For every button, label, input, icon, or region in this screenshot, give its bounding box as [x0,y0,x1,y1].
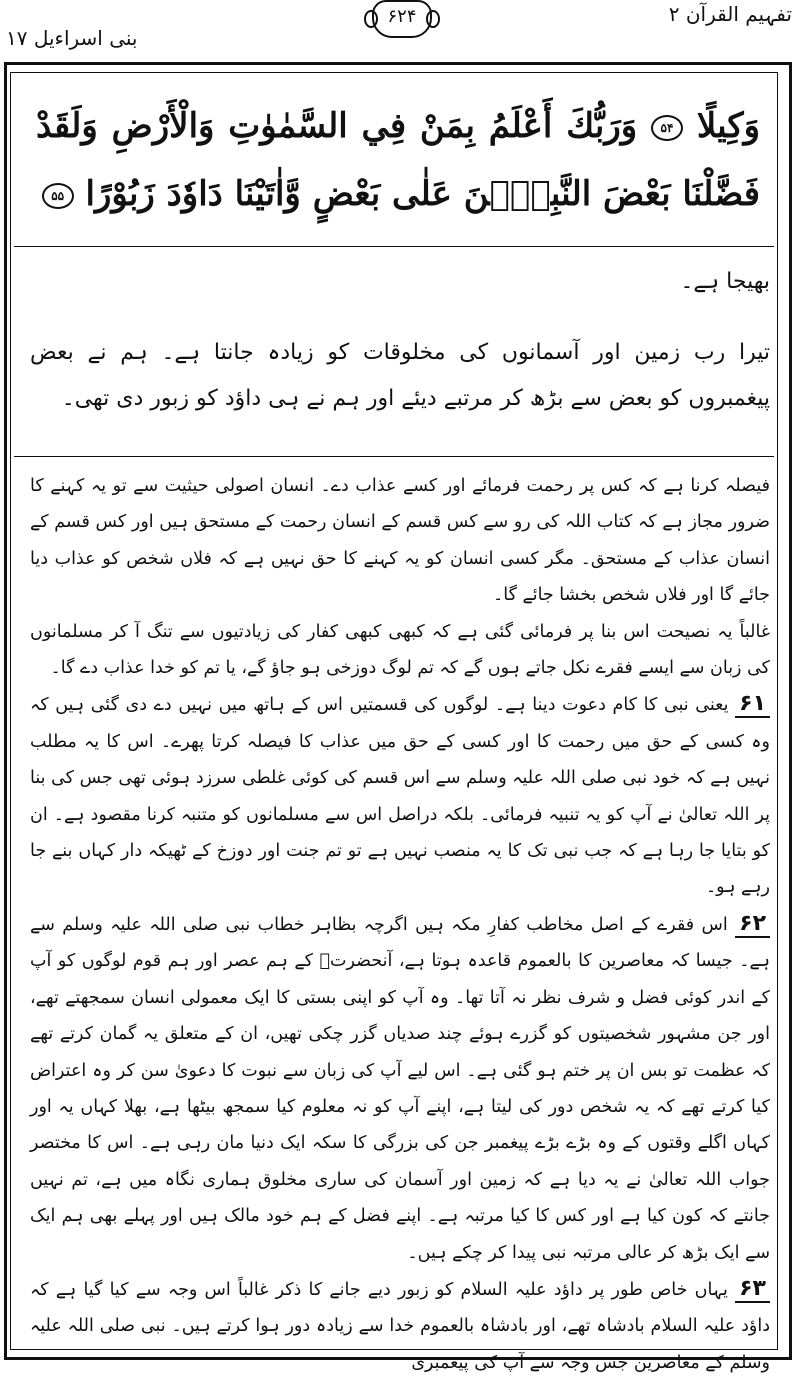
note-number: ۶۳ [735,1276,770,1303]
note-paragraph: فیصلہ کرنا ہے کہ کس پر رحمت فرمائے اور کسے عذاب دے۔ انسان اصولی حیثیت سے تو یہ کہنے کا ضرور مجاز ہے کہ کتاب اللہ کی رو سے کس قسم کے انسان رحمت کے مستحق ہیں اور کس قسم کے انسان عذاب کے مستحق۔ مگر کسی انسان کو یہ کہنے کا حق نہیں ہے کہ فلاں شخص کو عذاب دیا جائے گا اور فلاں شخص بخشا جائے گا۔ [30,476,770,606]
arabic-verse [26,88,770,232]
quran-verse-block [26,88,770,238]
urdu-translation: تیرا رب زمین اور آسمانوں کی مخلوقات کو زیادہ جانتا ہے۔ ہم نے بعض پیغمبروں کو بعض سے بڑھ کر مرتبے دیئے اور ہم نے ہی داؤد کو زبور دی تھی۔ [30,340,770,411]
note-63 [30,1271,770,1381]
surah-label: بنی اسراءیل ۱۷ [6,26,138,50]
note-number: ۶۱ [735,691,770,718]
note-61 [30,686,770,905]
note-62 [30,906,770,1271]
commentary-notes [30,468,770,1381]
note-text: یعنی نبی کا کام دعوت دینا ہے۔ لوگوں کی قسمتیں اس کے ہاتھ میں نہیں دے دی گئی ہیں کہ وہ کسی کے حق میں رحمت کا اور کسی کے حق میں عذاب کا فیصلہ کرتا پھرے۔ اس کا یہ مطلب نہیں ہے کہ خود نبی صلی اللہ علیہ وسلم سے اس قسم کی کوئی غلطی سرزد ہوئی تھی جس کی بنا پر اللہ تعالیٰ نے آپ کو یہ تنبیہ فرمائی۔ بلکہ دراصل اس سے مسلمانوں کو متنبہ کرنا مقصود ہے۔ ان کو بتایا جا رہا ہے کہ جب نبی تک کا یہ منصب نہیں ہے تو تم جنت اور دوزخ کے ٹھیکہ دار کہاں بنے جا رہے ہو۔ [30,695,770,898]
book-title: تفہیم القرآن ۲ [668,2,792,26]
notes-divider [14,456,774,457]
page-number-badge: ۶۲۴ [372,0,432,38]
verse-number-marker: ۵۵ [42,183,74,209]
translation-line-0: بھیجا ہے۔ [680,269,770,294]
note-text: یہاں خاص طور پر داؤد علیہ السلام کو زبور دیے جانے کا ذکر غالباً اس وجہ سے کیا گیا ہے کہ داؤد علیہ السلام بادشاہ تھے، اور بادشاہ بالعموم خدا سے زیادہ دور ہوا کرتے ہیں۔ نبی صلی اللہ علیہ وسلم کے معاصرین جس وجہ سے آپ کی پیغمبری [30,1279,770,1373]
note-number: ۶۲ [735,911,770,938]
verse-fragment-1: وَكِيلًا [696,106,760,146]
verse-fragment-2: وَرَبُّكَ أَعْلَمُ بِمَنْ فِي السَّمٰوٰتِ وَالْأَرْضِ وَلَقَدْ فَضَّلْنَا بَعْضَ النَّبِيّٖنَ عَلٰى بَعْضٍ وَّاٰتَيْنَا دَاوٗدَ زَبُوْرًا [36,106,760,214]
page-header [0,0,800,60]
verse-number-marker: ۵۴ [651,115,683,141]
note-text: اس فقرے کے اصل مخاطب کفارِ مکہ ہیں اگرچہ بظاہر خطاب نبی صلی اللہ علیہ وسلم سے ہے۔ جیسا کہ معاصرین کا بالعموم قاعدہ ہوتا ہے، آنحضرتؐ کے ہم عصر اور ہم قوم لوگوں کو آپ کے اندر کوئی فضل و شرف نظر نہ آتا تھا۔ وہ آپ کو اپنی بستی کا ایک معمولی انسان سمجھتے تھے، اور جن مشہور شخصیتوں کو گزرے ہوئے چند صدیاں گزر چکی تھیں، ان کے متعلق یہ گمان کرتے تھے کہ عظمت تو بس ان پر ختم ہو گئی ہے۔ اس لیے آپ کی زبان سے نبوت کا دعویٰ سن کر وہ اعتراض کیا کرتے تھے کہ یہ شخص دور کی لیتا ہے، اپنے آپ کو نہ معلوم کیا سمجھ بیٹھا ہے، بھلا کہاں یہ اور کہاں اگلے وقتوں کے وہ بڑے بڑے پیغمبر جن کی بزرگی کا سکہ ایک دنیا مان رہی ہے۔ اس کا مختصر جواب اللہ تعالیٰ نے یہ دیا ہے کہ زمین اور آسمان کی ساری مخلوق ہماری نگاہ میں ہے، تم نہیں جانتے کہ کون کیا ہے اور کس کا کیا مرتبہ ہے۔ اپنے فضل کے ہم خود مالک ہیں اور پہلے بھی ہم ایک سے ایک بڑھ کر عالی مرتبہ نبی پیدا کر چکے ہیں۔ [30,914,770,1263]
note-paragraph: غالباً یہ نصیحت اس بنا پر فرمائی گئی ہے کہ کبھی کبھی کفار کی زیادتیوں سے تنگ آ کر مسلمانوں کی زبان سے ایسے فقرے نکل جاتے ہوں گے کہ تم لوگ دوزخی ہو جاؤ گے، یا تم کو خدا عذاب دے گا۔ [30,621,770,679]
section-divider [14,246,774,247]
